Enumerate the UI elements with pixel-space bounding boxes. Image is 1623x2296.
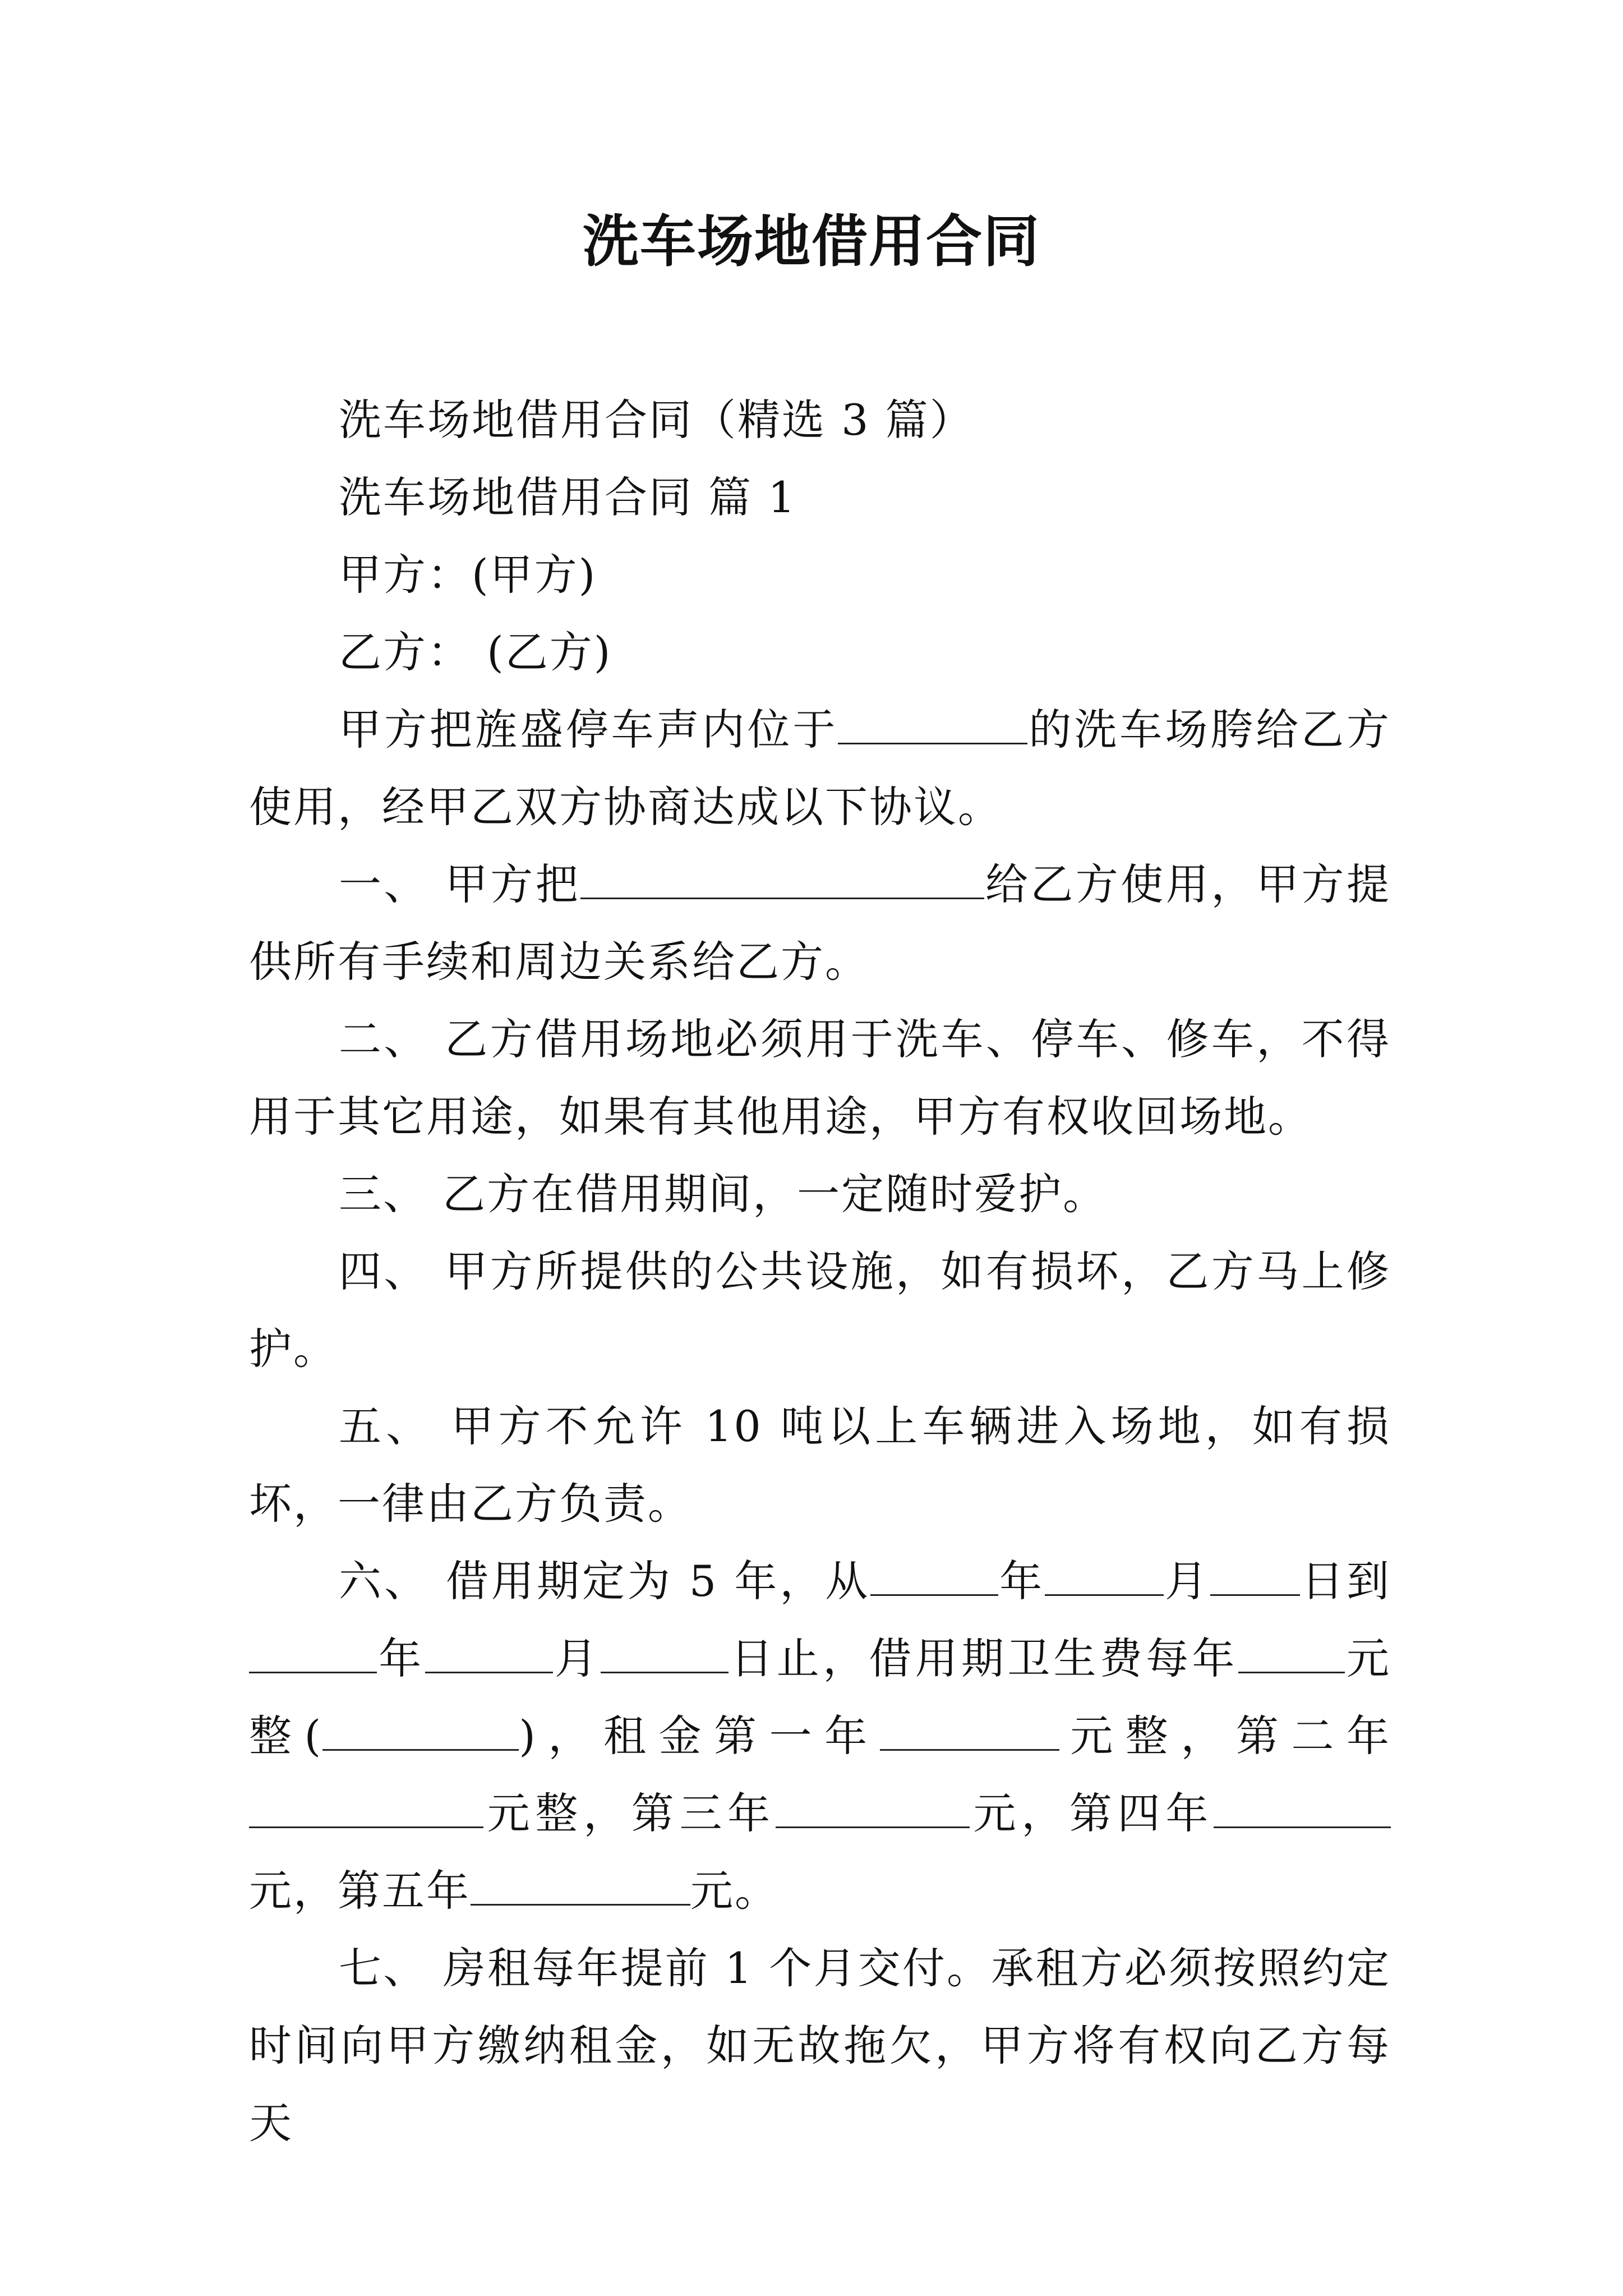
rent-year-2-blank — [249, 1791, 483, 1828]
end-year-blank — [249, 1636, 377, 1673]
document-body — [249, 381, 1391, 2162]
clause-6-text: 日止，借用期卫生费每年 — [728, 1634, 1238, 1683]
clause-6-text: 六、 借用期定为 5 年，从 — [339, 1556, 871, 1606]
rent-year-5-blank — [471, 1868, 690, 1906]
clause-6-text: 元，第四年 — [969, 1788, 1214, 1838]
clause-3: 三、 乙方在借用期间，一定随时爱护。 — [339, 1169, 1108, 1219]
clause-6-text: )，租金第一年 — [519, 1711, 880, 1761]
amount-in-words-blank — [322, 1713, 519, 1751]
rent-year-3-blank — [776, 1791, 970, 1828]
clause-2: 二、 乙方借用场地必须用于洗车、停车、修车，不得用于其它用途，如果有其他用途，甲方有权收回场地。 — [249, 1014, 1391, 1142]
clause-6-text: 年 — [998, 1556, 1045, 1606]
intro-paragraph — [249, 691, 1391, 846]
clause-6-text: 月 — [1164, 1556, 1211, 1606]
clause-6 — [249, 1543, 1391, 1930]
rent-year-4-blank — [1214, 1791, 1391, 1828]
clause-4: 四、 甲方所提供的公共设施，如有损坏，乙方马上修护。 — [249, 1246, 1391, 1374]
start-year-blank — [870, 1558, 998, 1596]
end-day-blank — [601, 1636, 728, 1673]
party-a-line: 甲方：(甲方) — [339, 550, 597, 600]
sanitation-fee-blank — [1238, 1636, 1345, 1673]
premises-blank — [580, 862, 984, 899]
location-blank — [838, 707, 1027, 744]
clause-5: 五、 甲方不允许 10 吨以上车辆进入场地，如有损坏，一律由乙方负责。 — [249, 1401, 1391, 1529]
clause-1-text-2: 给乙方使用，甲方提供所有手续和周边关系给乙方。 — [249, 859, 1391, 987]
document-title: 洗车场地借用合同 — [583, 208, 1040, 274]
clause-6-text: 元整，第二年 — [1059, 1711, 1391, 1761]
clause-1 — [249, 846, 1391, 1001]
clause-6-text: 元，第五年 — [249, 1866, 471, 1916]
subtitle: 洗车场地借用合同（精选 3 篇） — [339, 395, 974, 445]
clause-6-text: 年 — [377, 1634, 425, 1683]
start-day-blank — [1210, 1558, 1300, 1596]
clause-6-text: 日到 — [1300, 1556, 1391, 1606]
intro-text-2: 的洗车场胯给乙方使用，经甲乙双方协商达成以下协议。 — [249, 705, 1391, 832]
rent-year-1-blank — [880, 1713, 1059, 1751]
end-month-blank — [425, 1636, 553, 1673]
clause-6-text: 月 — [552, 1634, 601, 1683]
start-month-blank — [1045, 1558, 1164, 1596]
section-heading: 洗车场地借用合同 篇 1 — [339, 472, 797, 522]
clause-1-text-1: 一、 甲方把 — [339, 859, 581, 909]
clause-6-text: 元。 — [690, 1866, 779, 1916]
party-b-line: 乙方： (乙方) — [339, 627, 612, 677]
clause-6-text: 元整( — [249, 1634, 1391, 1761]
clause-7: 七、 房租每年提前 1 个月交付。承租方必须按照约定时间向甲方缴纳租金，如无故拖欠，甲方将有权向乙方每天 — [249, 1943, 1391, 2148]
intro-text-1: 甲方把旌盛停车声内位于 — [339, 705, 838, 754]
clause-6-text: 元整，第三年 — [483, 1788, 776, 1838]
